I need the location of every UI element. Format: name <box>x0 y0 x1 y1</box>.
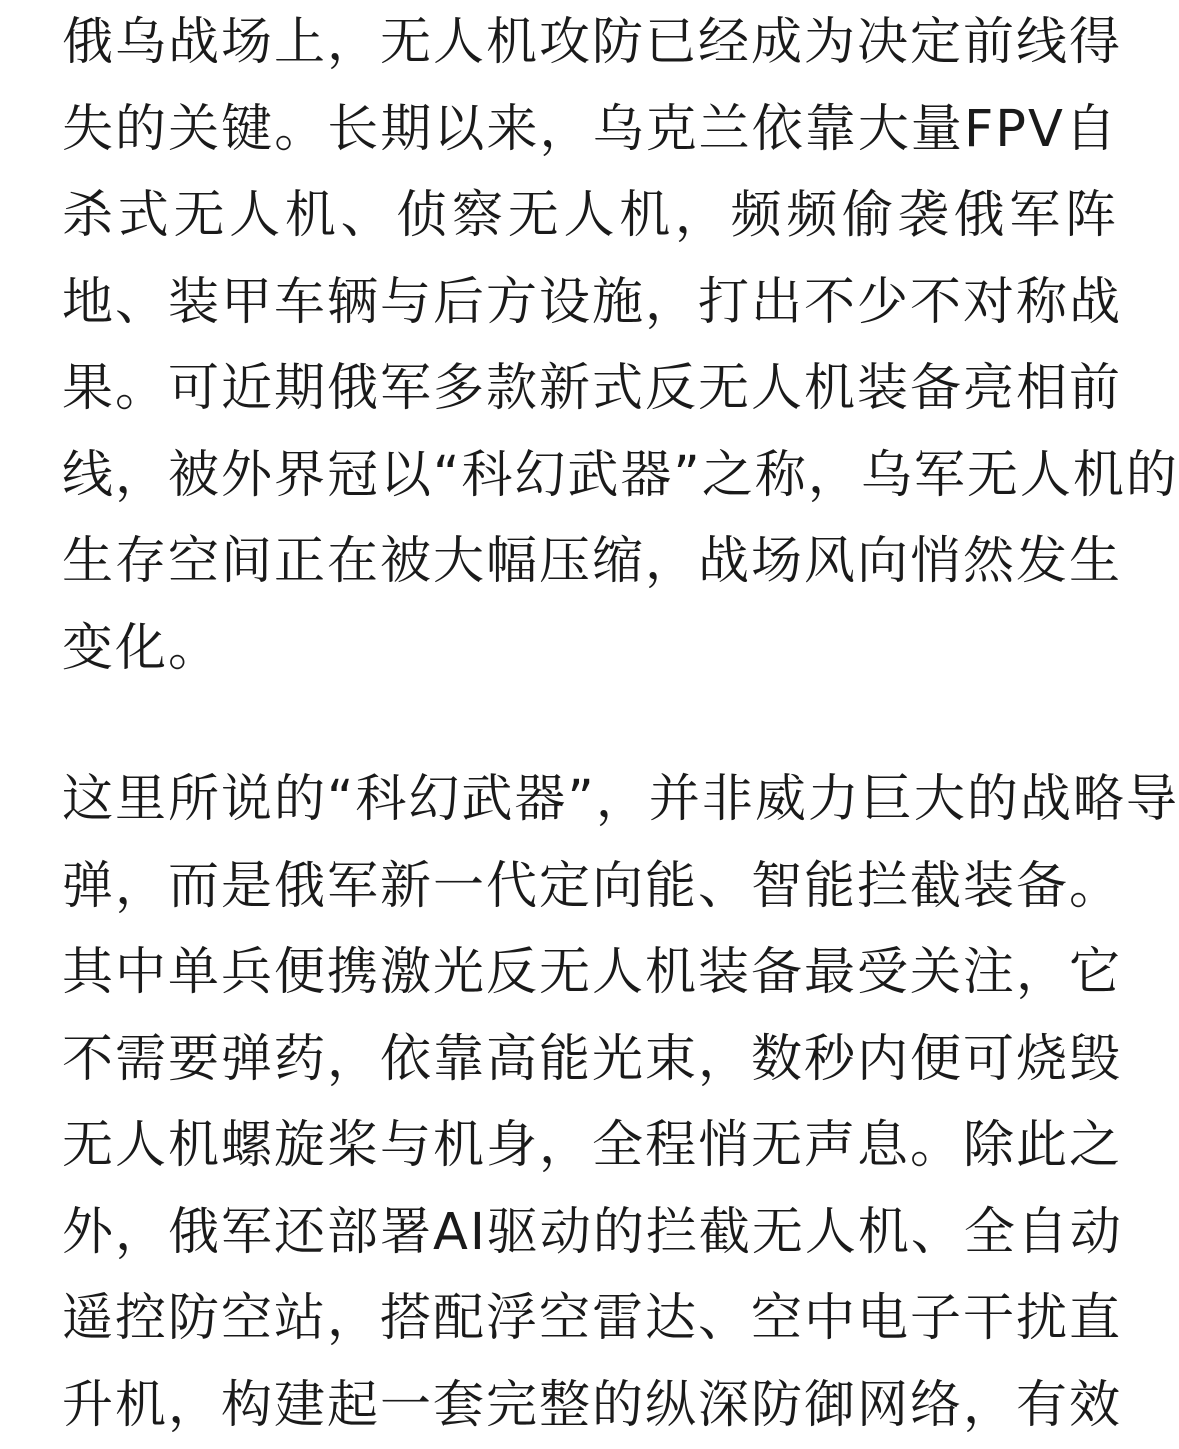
text-line: 生存空间正在被大幅压缩，战场风向悄然发生 <box>62 519 1118 606</box>
text-line: 地、装甲车辆与后方设施，打出不少不对称战 <box>62 260 1118 347</box>
text-line: 不需要弹药，依靠高能光束，数秒内便可烧毁 <box>62 1017 1118 1104</box>
paragraph-1 <box>62 0 1118 692</box>
paragraph-2 <box>62 757 1118 1449</box>
text-line: 变化。 <box>62 606 1118 693</box>
text-line: 这里所说的“科幻武器”，并非威力巨大的战略导 <box>62 757 1118 844</box>
text-line: 弹，而是俄军新一代定向能、智能拦截装备。 <box>62 844 1118 931</box>
article-body <box>62 0 1118 1392</box>
text-line: 升机，构建起一套完整的纵深防御网络，有效 <box>62 1363 1118 1449</box>
text-line: 外，俄军还部署AI驱动的拦截无人机、全自动 <box>62 1190 1118 1277</box>
text-line: 其中单兵便携激光反无人机装备最受关注，它 <box>62 930 1118 1017</box>
text-line: 无人机螺旋桨与机身，全程悄无声息。除此之 <box>62 1103 1118 1190</box>
text-line: 俄乌战场上，无人机攻防已经成为决定前线得 <box>62 0 1118 87</box>
text-line: 杀式无人机、侦察无人机，频频偷袭俄军阵 <box>62 173 1118 260</box>
text-line: 遥控防空站，搭配浮空雷达、空中电子干扰直 <box>62 1276 1118 1363</box>
text-line: 果。可近期俄军多款新式反无人机装备亮相前 <box>62 346 1118 433</box>
text-line: 失的关键。长期以来，乌克兰依靠大量FPV自 <box>62 87 1118 174</box>
text-line: 线，被外界冠以“科幻武器”之称，乌军无人机的 <box>62 433 1118 520</box>
